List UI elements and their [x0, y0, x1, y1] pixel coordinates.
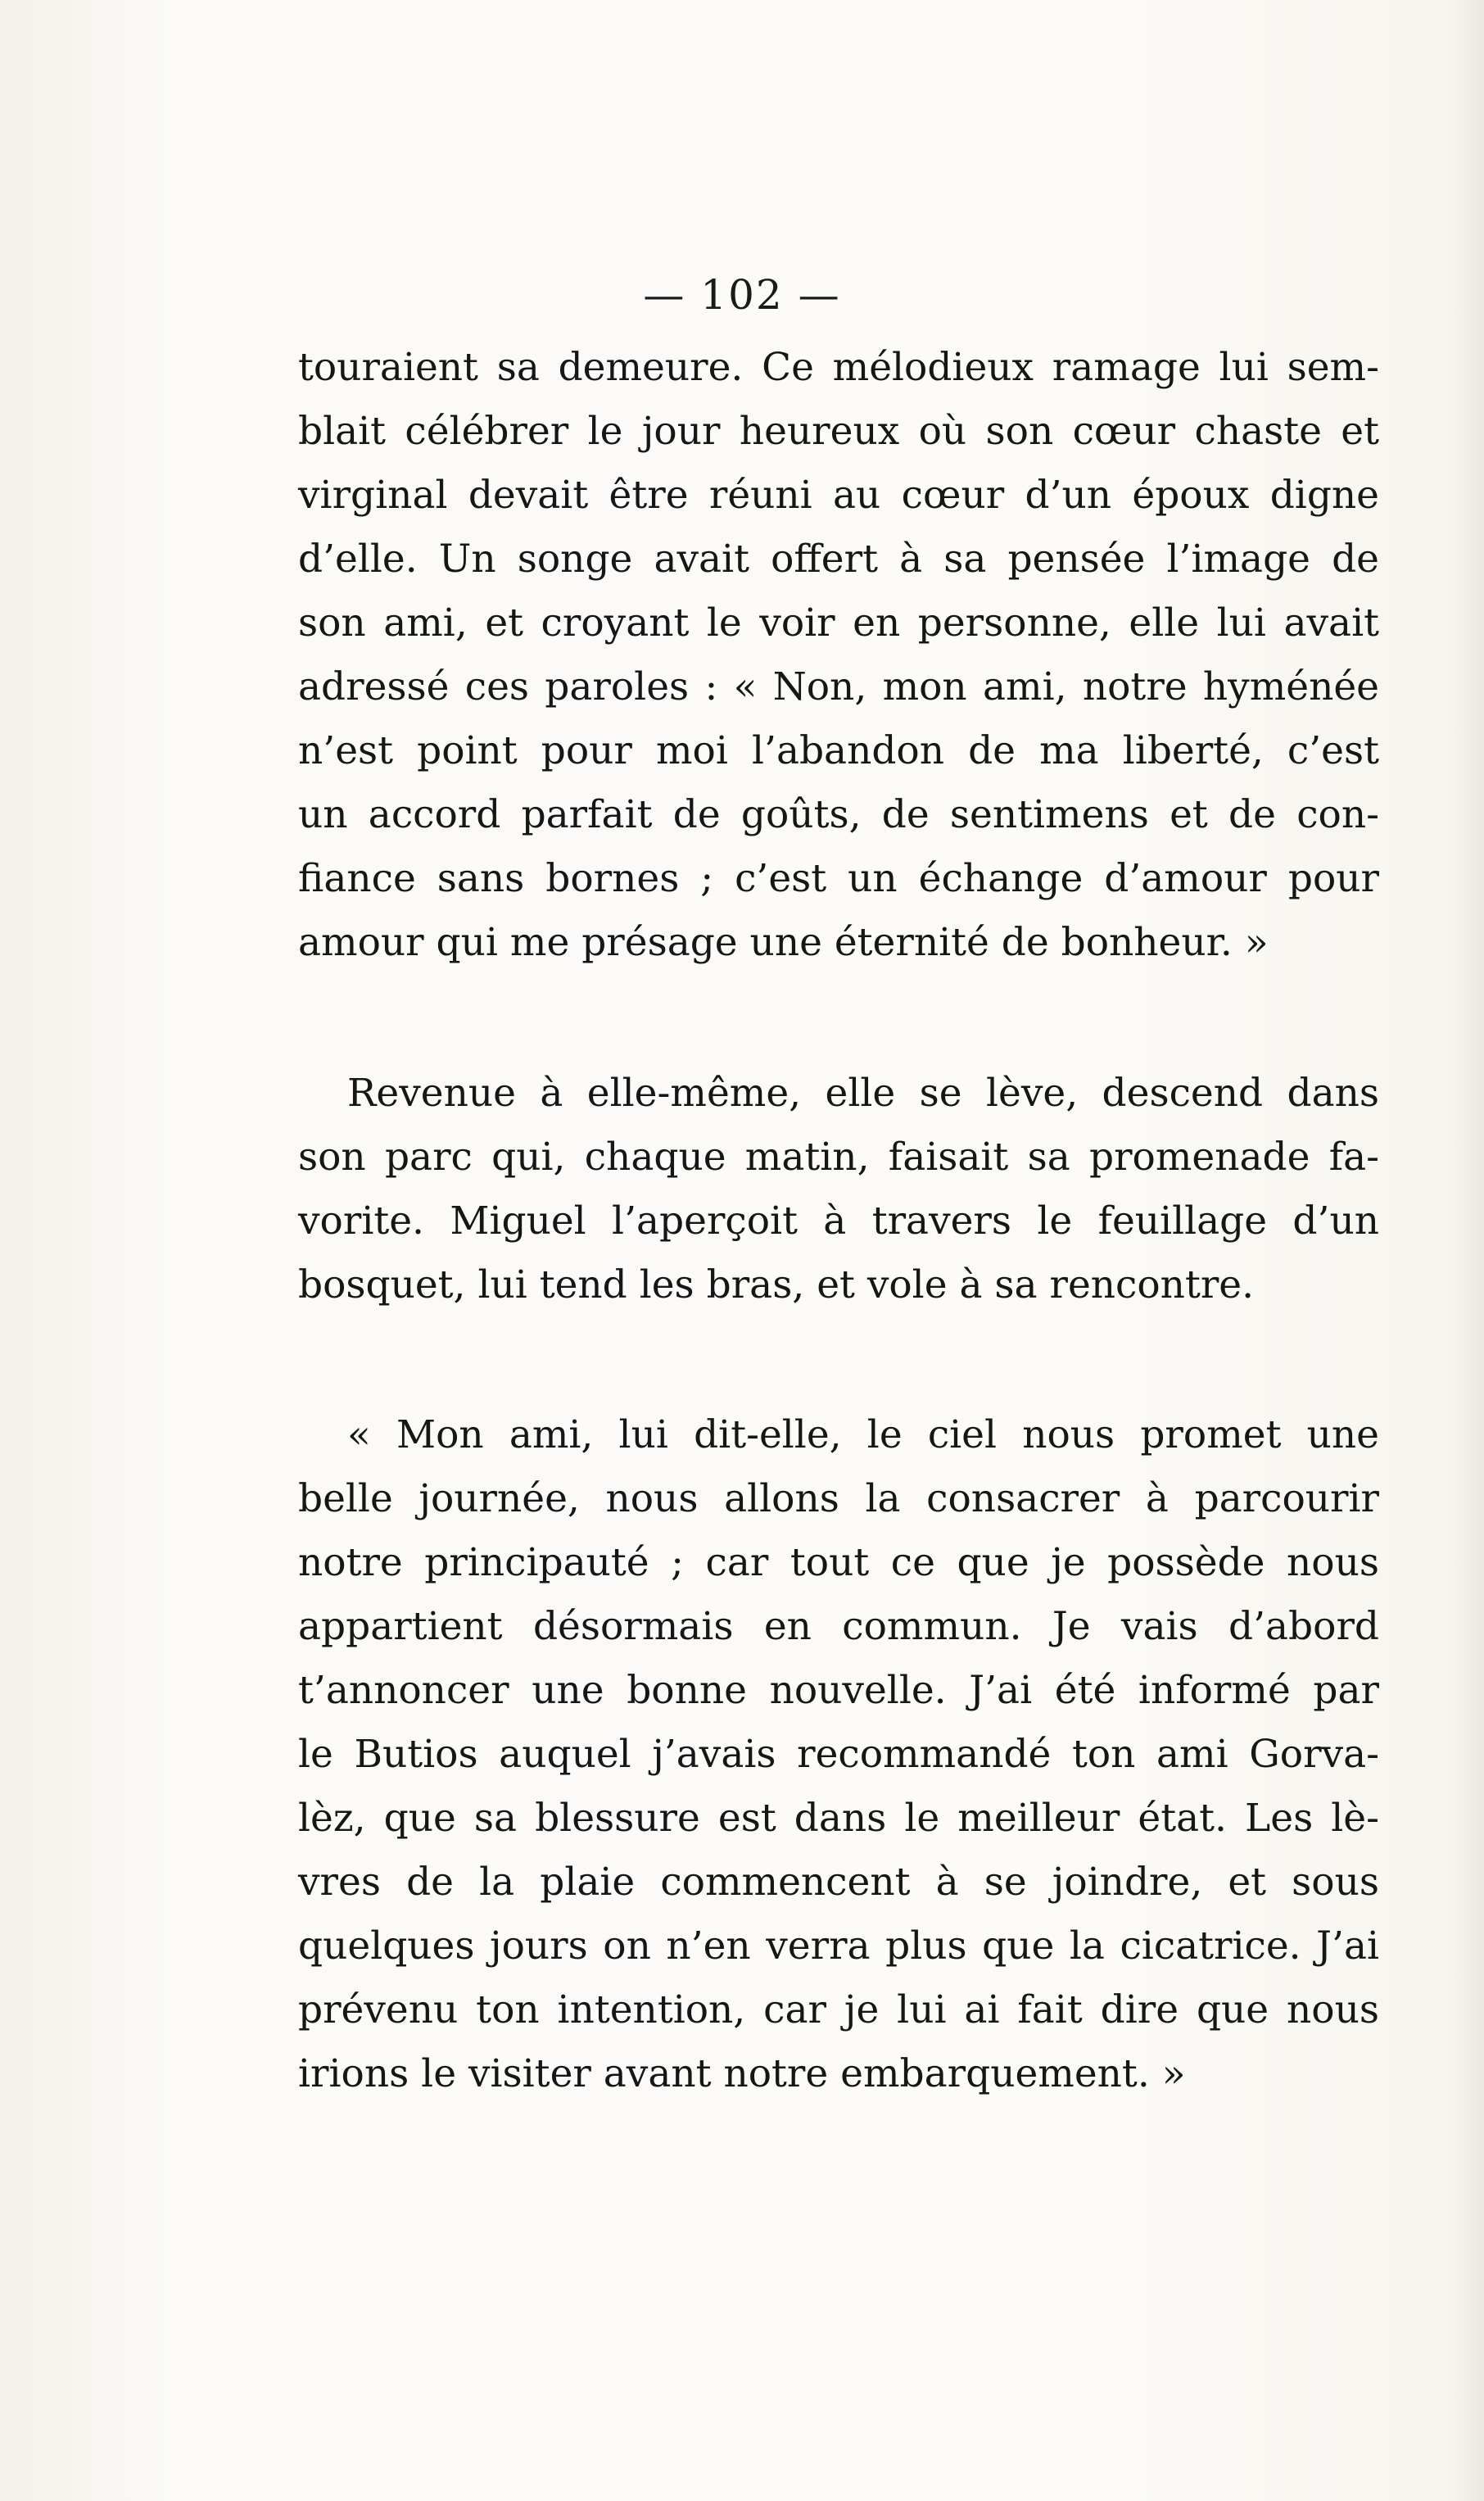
text-line: adressé ces paroles : « Non, mon ami, notre hyménée	[298, 664, 1379, 709]
paragraph-1	[298, 336, 1379, 975]
text-line: lèz, que sa blessure est dans le meilleur état. Les lè-	[298, 1796, 1379, 1841]
text-line: d’elle. Un songe avait offert à sa pensée l’image de	[298, 537, 1379, 582]
text-line: fiance sans bornes ; c’est un échange d’amour pour	[298, 856, 1379, 901]
paragraph-3	[298, 1403, 1379, 2106]
text-line: vorite. Miguel l’aperçoit à travers le feuillage d’un	[298, 1198, 1379, 1244]
paragraph-2	[298, 1062, 1379, 1317]
text-line: blait célébrer le jour heureux où son cœur chaste et	[298, 409, 1379, 454]
text-line: Revenue à elle-même, elle se lève, descend dans	[347, 1071, 1379, 1116]
text-line: le Butios auquel j’avais recommandé ton ami Gorva-	[298, 1732, 1379, 1777]
text-line: touraient sa demeure. Ce mélodieux ramage lui sem-	[298, 345, 1379, 390]
text-line: quelques jours on n’en verra plus que la cicatrice. J’ai	[298, 1923, 1379, 1969]
text-line: amour qui me présage une éternité de bonheur. »	[298, 920, 1269, 965]
text-line: belle journée, nous allons la consacrer à parcourir	[298, 1476, 1379, 1521]
page-number: — 102 —	[643, 271, 841, 319]
text-line: un accord parfait de goûts, de sentimens et de con-	[298, 792, 1379, 837]
text-line: virginal devait être réuni au cœur d’un époux digne	[298, 473, 1379, 518]
text-line: appartient désormais en commun. Je vais d’abord	[298, 1604, 1379, 1649]
text-line: irions le visiter avant notre embarquement. »	[298, 2051, 1186, 2096]
text-line: notre principauté ; car tout ce que je possède nous	[298, 1540, 1379, 1585]
text-line: t’annoncer une bonne nouvelle. J’ai été informé par	[298, 1668, 1379, 1713]
text-line: son parc qui, chaque matin, faisait sa promenade fa-	[298, 1135, 1379, 1180]
text-line: prévenu ton intention, car je lui ai fait dire que nous	[298, 1987, 1379, 2032]
page-edge-shadow	[1451, 0, 1484, 2501]
text-line: « Mon ami, lui dit-elle, le ciel nous promet une	[347, 1412, 1379, 1457]
text-line: son ami, et croyant le voir en personne, elle lui avait	[298, 600, 1379, 646]
text-line: vres de la plaie commencent à se joindre, et sous	[298, 1860, 1379, 1905]
text-line: n’est point pour moi l’abandon de ma liberté, c’est	[298, 728, 1379, 773]
text-line: bosquet, lui tend les bras, et vole à sa rencontre.	[298, 1262, 1255, 1307]
